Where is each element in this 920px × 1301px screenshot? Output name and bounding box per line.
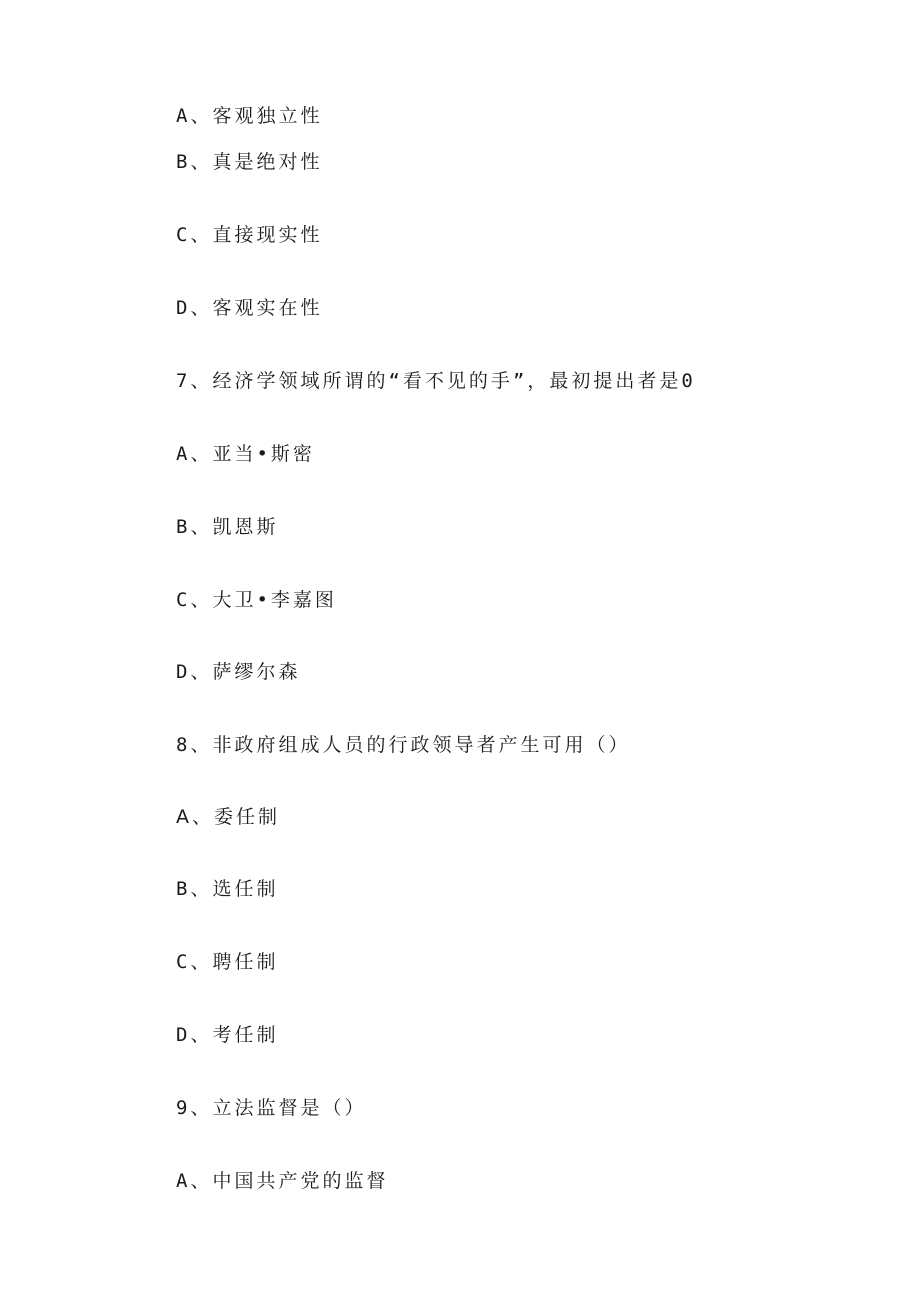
q6-option-b: B、真是绝对性 bbox=[176, 151, 323, 173]
q6-option-a: A、客观独立性 bbox=[176, 105, 323, 127]
q6-option-d: D、客观实在性 bbox=[176, 297, 323, 319]
q8-option-b: B、选任制 bbox=[176, 878, 279, 900]
question-8: 8、非政府组成人员的行政领导者产生可用（） bbox=[176, 734, 631, 756]
q8-option-a: A、委任制 bbox=[176, 806, 280, 828]
q7-option-c: C、大卫•李嘉图 bbox=[176, 589, 337, 611]
q8-option-c: C、聘任制 bbox=[176, 951, 279, 973]
question-9: 9、立法监督是（） bbox=[176, 1097, 367, 1119]
q9-option-a: A、中国共产党的监督 bbox=[176, 1170, 389, 1192]
q7-option-b: B、凯恩斯 bbox=[176, 516, 279, 538]
q7-option-a: A、亚当•斯密 bbox=[176, 443, 315, 465]
q8-option-d: D、考任制 bbox=[176, 1024, 279, 1046]
q6-option-c: C、直接现实性 bbox=[176, 224, 323, 246]
question-7: 7、经济学领域所谓的“看不见的手”，最初提出者是0 bbox=[176, 370, 696, 392]
q7-option-d: D、萨缪尔森 bbox=[176, 661, 301, 683]
